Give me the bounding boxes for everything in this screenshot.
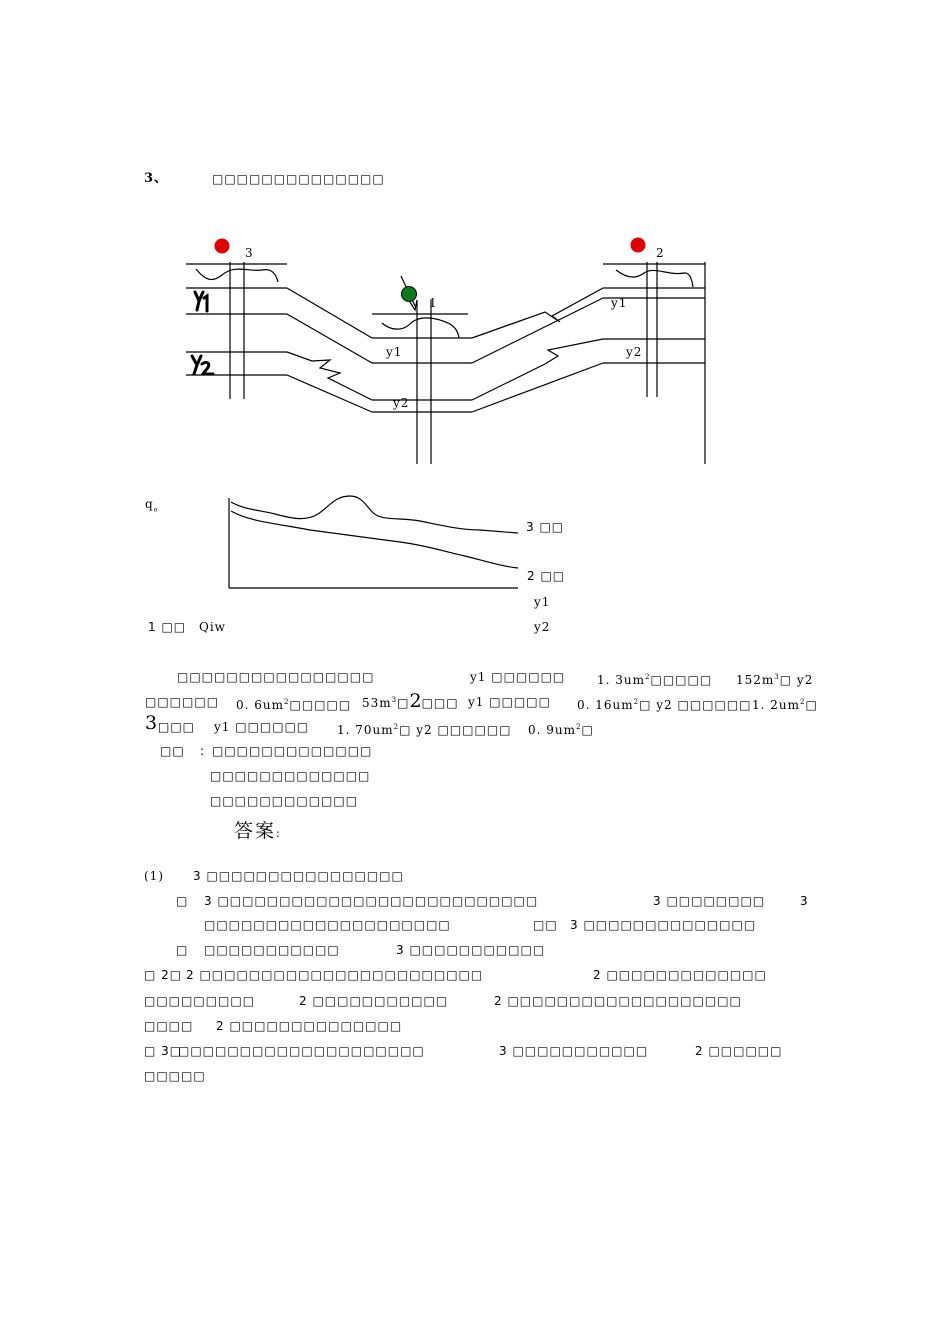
curve-2 <box>231 511 518 568</box>
well-3 <box>186 262 287 399</box>
answer-1-bullet-1-mid: 3 □□□□□□□□ <box>653 894 766 908</box>
handwritten-labels <box>192 292 213 374</box>
answer-2-cont-3: 2 □□□□□□□□□□□□□□□□□□□ <box>494 994 742 1008</box>
answer-2-cont-1: □□□□□□□□□ <box>144 994 256 1008</box>
answer-1-bullet-1-cont-mid: □□ <box>533 918 558 932</box>
question-label: □□ <box>160 744 185 758</box>
chart-bottom-qiw-label: Qiw <box>199 620 226 634</box>
curve-3 <box>231 496 518 533</box>
answer-2-text: 2 □□□□□□□□□□□□□□□□□□□□□□□ <box>186 968 484 982</box>
well-2 <box>603 262 705 464</box>
answer-2-number: □ 2□ <box>144 968 183 982</box>
answer-3-number: □ 3□ <box>144 1044 183 1058</box>
chart-bottom-left-label: 1 □□ <box>148 620 187 634</box>
oil-well-marker-3 <box>215 239 230 254</box>
layer-boundaries-left <box>287 288 372 412</box>
answer-1-bullet-2-mid: 3 □□□□□□□□□□□ <box>396 943 546 957</box>
layer-label-right-y2: y2 <box>626 345 643 359</box>
answer-3-end: 2 □□□□□□ <box>695 1044 783 1058</box>
answer-1-bullet-1-end: 3 <box>800 894 809 908</box>
layer-label-right-y1: y1 <box>611 296 628 310</box>
well-1 <box>372 276 472 464</box>
production-curve-chart <box>229 496 518 588</box>
curve-3-label: 3 □□ <box>526 520 565 534</box>
question-title: □□□□□□□□□□□□□□ <box>212 172 385 186</box>
well-1-label: 1 <box>429 296 438 310</box>
layer-label-center-y2: y2 <box>393 396 410 410</box>
answer-1-bullet-2-mark: □ <box>176 943 189 957</box>
answer-1-bullet-1-cont-end: 3 □□□□□□□□□□□□□□ <box>570 918 757 932</box>
layer-label-center-y1: y1 <box>386 345 403 359</box>
answer-1-bullet-1-text: 3 □□□□□□□□□□□□□□□□□□□□□□□□□□ <box>204 894 539 908</box>
oil-well-marker-2 <box>631 238 646 253</box>
answer-1-bullet-1-cont: □□□□□□□□□□□□□□□□□□□□ <box>204 918 451 932</box>
sub-question-1: □□□□□□□□□□□□□ <box>212 744 373 758</box>
answer-3-text: □□□□□□□□□□□□□□□□□□□□ <box>178 1044 425 1058</box>
injection-well-marker-1 <box>402 287 417 302</box>
sub-question-3: □□□□□□□□□□□□ <box>210 794 359 808</box>
well-3-label: 3 <box>245 246 254 260</box>
answer-heading: 答案: <box>234 820 282 842</box>
question-colon: : <box>200 744 206 758</box>
answer-2-cont-4: □□□□ <box>144 1019 194 1033</box>
answer-1-text: 3 □□□□□□□□□□□□□□□□ <box>193 869 404 883</box>
answer-1-bullet-2-text: □□□□□□□□□□□ <box>204 943 340 957</box>
well-2-label: 2 <box>656 246 665 260</box>
answer-2-mid: 2 □□□□□□□□□□□□□ <box>593 968 767 982</box>
sub-question-2: □□□□□□□□□□□□□ <box>210 769 371 783</box>
answer-3-mid: 3 □□□□□□□□□□□ <box>499 1044 649 1058</box>
answer-1-bullet-1-mark: □ <box>176 894 189 908</box>
question-number: 3、 <box>144 171 169 186</box>
layer-boundaries-right <box>472 288 603 412</box>
answer-2-cont-5: 2 □□□□□□□□□□□□□□ <box>216 1019 403 1033</box>
chart-x-label-y1: y1 <box>534 595 551 609</box>
chart-x-label-y2: y2 <box>534 620 551 634</box>
answer-2-cont-2: 2 □□□□□□□□□□□ <box>299 994 449 1008</box>
chart-y-axis-label: $q_o$ <box>145 497 159 514</box>
answer-3-cont: □□□□□ <box>144 1069 206 1083</box>
answer-1-number: (1) <box>144 869 164 883</box>
curve-2-label: 2 □□ <box>527 569 566 583</box>
